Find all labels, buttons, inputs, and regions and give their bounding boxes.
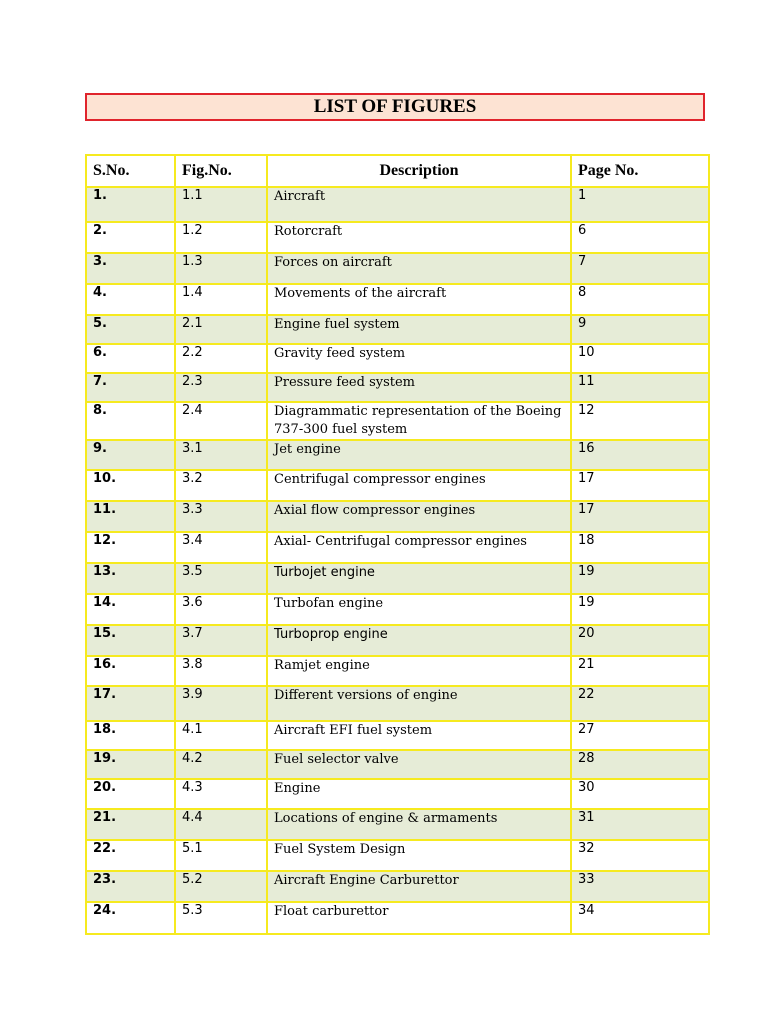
- cell-description: Forces on aircraft: [267, 253, 571, 284]
- table-row: [86, 284, 709, 315]
- cell-page-no: 20: [571, 625, 709, 656]
- cell-page-no: 7: [571, 253, 709, 284]
- cell-sno: 20.: [86, 779, 175, 809]
- cell-page-no: 19: [571, 563, 709, 594]
- table-header-row: [86, 155, 709, 187]
- cell-fig-no: 4.1: [175, 721, 267, 750]
- cell-description: Turbojet engine: [267, 563, 571, 594]
- table-row: [86, 563, 709, 594]
- table-row: [86, 402, 709, 440]
- cell-sno: 19.: [86, 750, 175, 779]
- table-row: [86, 656, 709, 686]
- cell-fig-no: 3.2: [175, 470, 267, 501]
- cell-page-no: 12: [571, 402, 709, 440]
- cell-fig-no: 5.2: [175, 871, 267, 902]
- cell-fig-no: 1.4: [175, 284, 267, 315]
- cell-fig-no: 3.1: [175, 440, 267, 470]
- cell-fig-no: 4.2: [175, 750, 267, 779]
- cell-page-no: 32: [571, 840, 709, 871]
- cell-description: Aircraft Engine Carburettor: [267, 871, 571, 902]
- cell-fig-no: 2.3: [175, 373, 267, 402]
- cell-description: Aircraft EFI fuel system: [267, 721, 571, 750]
- cell-sno: 16.: [86, 656, 175, 686]
- cell-sno: 1.: [86, 187, 175, 222]
- cell-page-no: 33: [571, 871, 709, 902]
- cell-sno: 10.: [86, 470, 175, 501]
- cell-description: Movements of the aircraft: [267, 284, 571, 315]
- header-page-no: Page No.: [571, 155, 709, 187]
- cell-sno: 15.: [86, 625, 175, 656]
- cell-description: Axial- Centrifugal compressor engines: [267, 532, 571, 563]
- cell-fig-no: 2.2: [175, 344, 267, 373]
- cell-fig-no: 2.1: [175, 315, 267, 344]
- cell-description: Float carburettor: [267, 902, 571, 934]
- cell-page-no: 8: [571, 284, 709, 315]
- cell-description: Diagrammatic representation of the Boeing 737-300 fuel system: [267, 402, 571, 440]
- cell-fig-no: 3.4: [175, 532, 267, 563]
- cell-sno: 6.: [86, 344, 175, 373]
- table-row: [86, 809, 709, 840]
- table-row: [86, 187, 709, 222]
- table-row: [86, 625, 709, 656]
- table-row: [86, 501, 709, 532]
- cell-page-no: 30: [571, 779, 709, 809]
- cell-description: Rotorcraft: [267, 222, 571, 253]
- cell-page-no: 18: [571, 532, 709, 563]
- table-row: [86, 532, 709, 563]
- cell-fig-no: 4.4: [175, 809, 267, 840]
- table-row: [86, 840, 709, 871]
- table-row: [86, 779, 709, 809]
- cell-page-no: 11: [571, 373, 709, 402]
- cell-description: Axial flow compressor engines: [267, 501, 571, 532]
- cell-description: Centrifugal compressor engines: [267, 470, 571, 501]
- cell-description: Ramjet engine: [267, 656, 571, 686]
- cell-page-no: 31: [571, 809, 709, 840]
- table-row: [86, 373, 709, 402]
- cell-sno: 7.: [86, 373, 175, 402]
- header-description: Description: [267, 155, 571, 187]
- cell-description: Pressure feed system: [267, 373, 571, 402]
- cell-sno: 17.: [86, 686, 175, 721]
- cell-sno: 3.: [86, 253, 175, 284]
- cell-page-no: 22: [571, 686, 709, 721]
- table-row: [86, 222, 709, 253]
- cell-description: Fuel selector valve: [267, 750, 571, 779]
- cell-fig-no: 5.1: [175, 840, 267, 871]
- header-fig-no: Fig.No.: [175, 155, 267, 187]
- cell-description: Turbofan engine: [267, 594, 571, 625]
- cell-page-no: 1: [571, 187, 709, 222]
- cell-description: Jet engine: [267, 440, 571, 470]
- cell-sno: 5.: [86, 315, 175, 344]
- cell-page-no: 28: [571, 750, 709, 779]
- cell-page-no: 6: [571, 222, 709, 253]
- table-row: [86, 344, 709, 373]
- header-sno: S.No.: [86, 155, 175, 187]
- page-title: LIST OF FIGURES: [85, 93, 705, 121]
- cell-fig-no: 3.3: [175, 501, 267, 532]
- cell-page-no: 10: [571, 344, 709, 373]
- cell-sno: 8.: [86, 402, 175, 440]
- cell-sno: 18.: [86, 721, 175, 750]
- cell-page-no: 19: [571, 594, 709, 625]
- cell-description: Gravity feed system: [267, 344, 571, 373]
- cell-fig-no: 1.3: [175, 253, 267, 284]
- cell-fig-no: 3.9: [175, 686, 267, 721]
- table-row: [86, 871, 709, 902]
- cell-fig-no: 3.7: [175, 625, 267, 656]
- table-row: [86, 253, 709, 284]
- figures-table: [85, 154, 710, 935]
- cell-description: Aircraft: [267, 187, 571, 222]
- cell-description: Different versions of engine: [267, 686, 571, 721]
- table-row: [86, 470, 709, 501]
- cell-fig-no: 1.2: [175, 222, 267, 253]
- cell-sno: 12.: [86, 532, 175, 563]
- cell-fig-no: 2.4: [175, 402, 267, 440]
- cell-sno: 9.: [86, 440, 175, 470]
- cell-sno: 2.: [86, 222, 175, 253]
- cell-sno: 4.: [86, 284, 175, 315]
- cell-sno: 11.: [86, 501, 175, 532]
- table-row: [86, 686, 709, 721]
- cell-fig-no: 3.5: [175, 563, 267, 594]
- cell-fig-no: 3.8: [175, 656, 267, 686]
- cell-sno: 22.: [86, 840, 175, 871]
- cell-fig-no: 4.3: [175, 779, 267, 809]
- cell-sno: 24.: [86, 902, 175, 934]
- table-row: [86, 750, 709, 779]
- cell-sno: 21.: [86, 809, 175, 840]
- cell-page-no: 16: [571, 440, 709, 470]
- cell-description: Locations of engine & armaments: [267, 809, 571, 840]
- cell-description: Turboprop engine: [267, 625, 571, 656]
- cell-description: Engine fuel system: [267, 315, 571, 344]
- table-row: [86, 721, 709, 750]
- cell-fig-no: 5.3: [175, 902, 267, 934]
- cell-description: Fuel System Design: [267, 840, 571, 871]
- table-row: [86, 902, 709, 934]
- cell-description: Engine: [267, 779, 571, 809]
- cell-page-no: 21: [571, 656, 709, 686]
- cell-page-no: 27: [571, 721, 709, 750]
- cell-page-no: 17: [571, 501, 709, 532]
- table-row: [86, 315, 709, 344]
- cell-fig-no: 3.6: [175, 594, 267, 625]
- cell-page-no: 17: [571, 470, 709, 501]
- cell-sno: 13.: [86, 563, 175, 594]
- cell-sno: 23.: [86, 871, 175, 902]
- cell-page-no: 9: [571, 315, 709, 344]
- cell-page-no: 34: [571, 902, 709, 934]
- cell-fig-no: 1.1: [175, 187, 267, 222]
- cell-sno: 14.: [86, 594, 175, 625]
- table-row: [86, 594, 709, 625]
- table-row: [86, 440, 709, 470]
